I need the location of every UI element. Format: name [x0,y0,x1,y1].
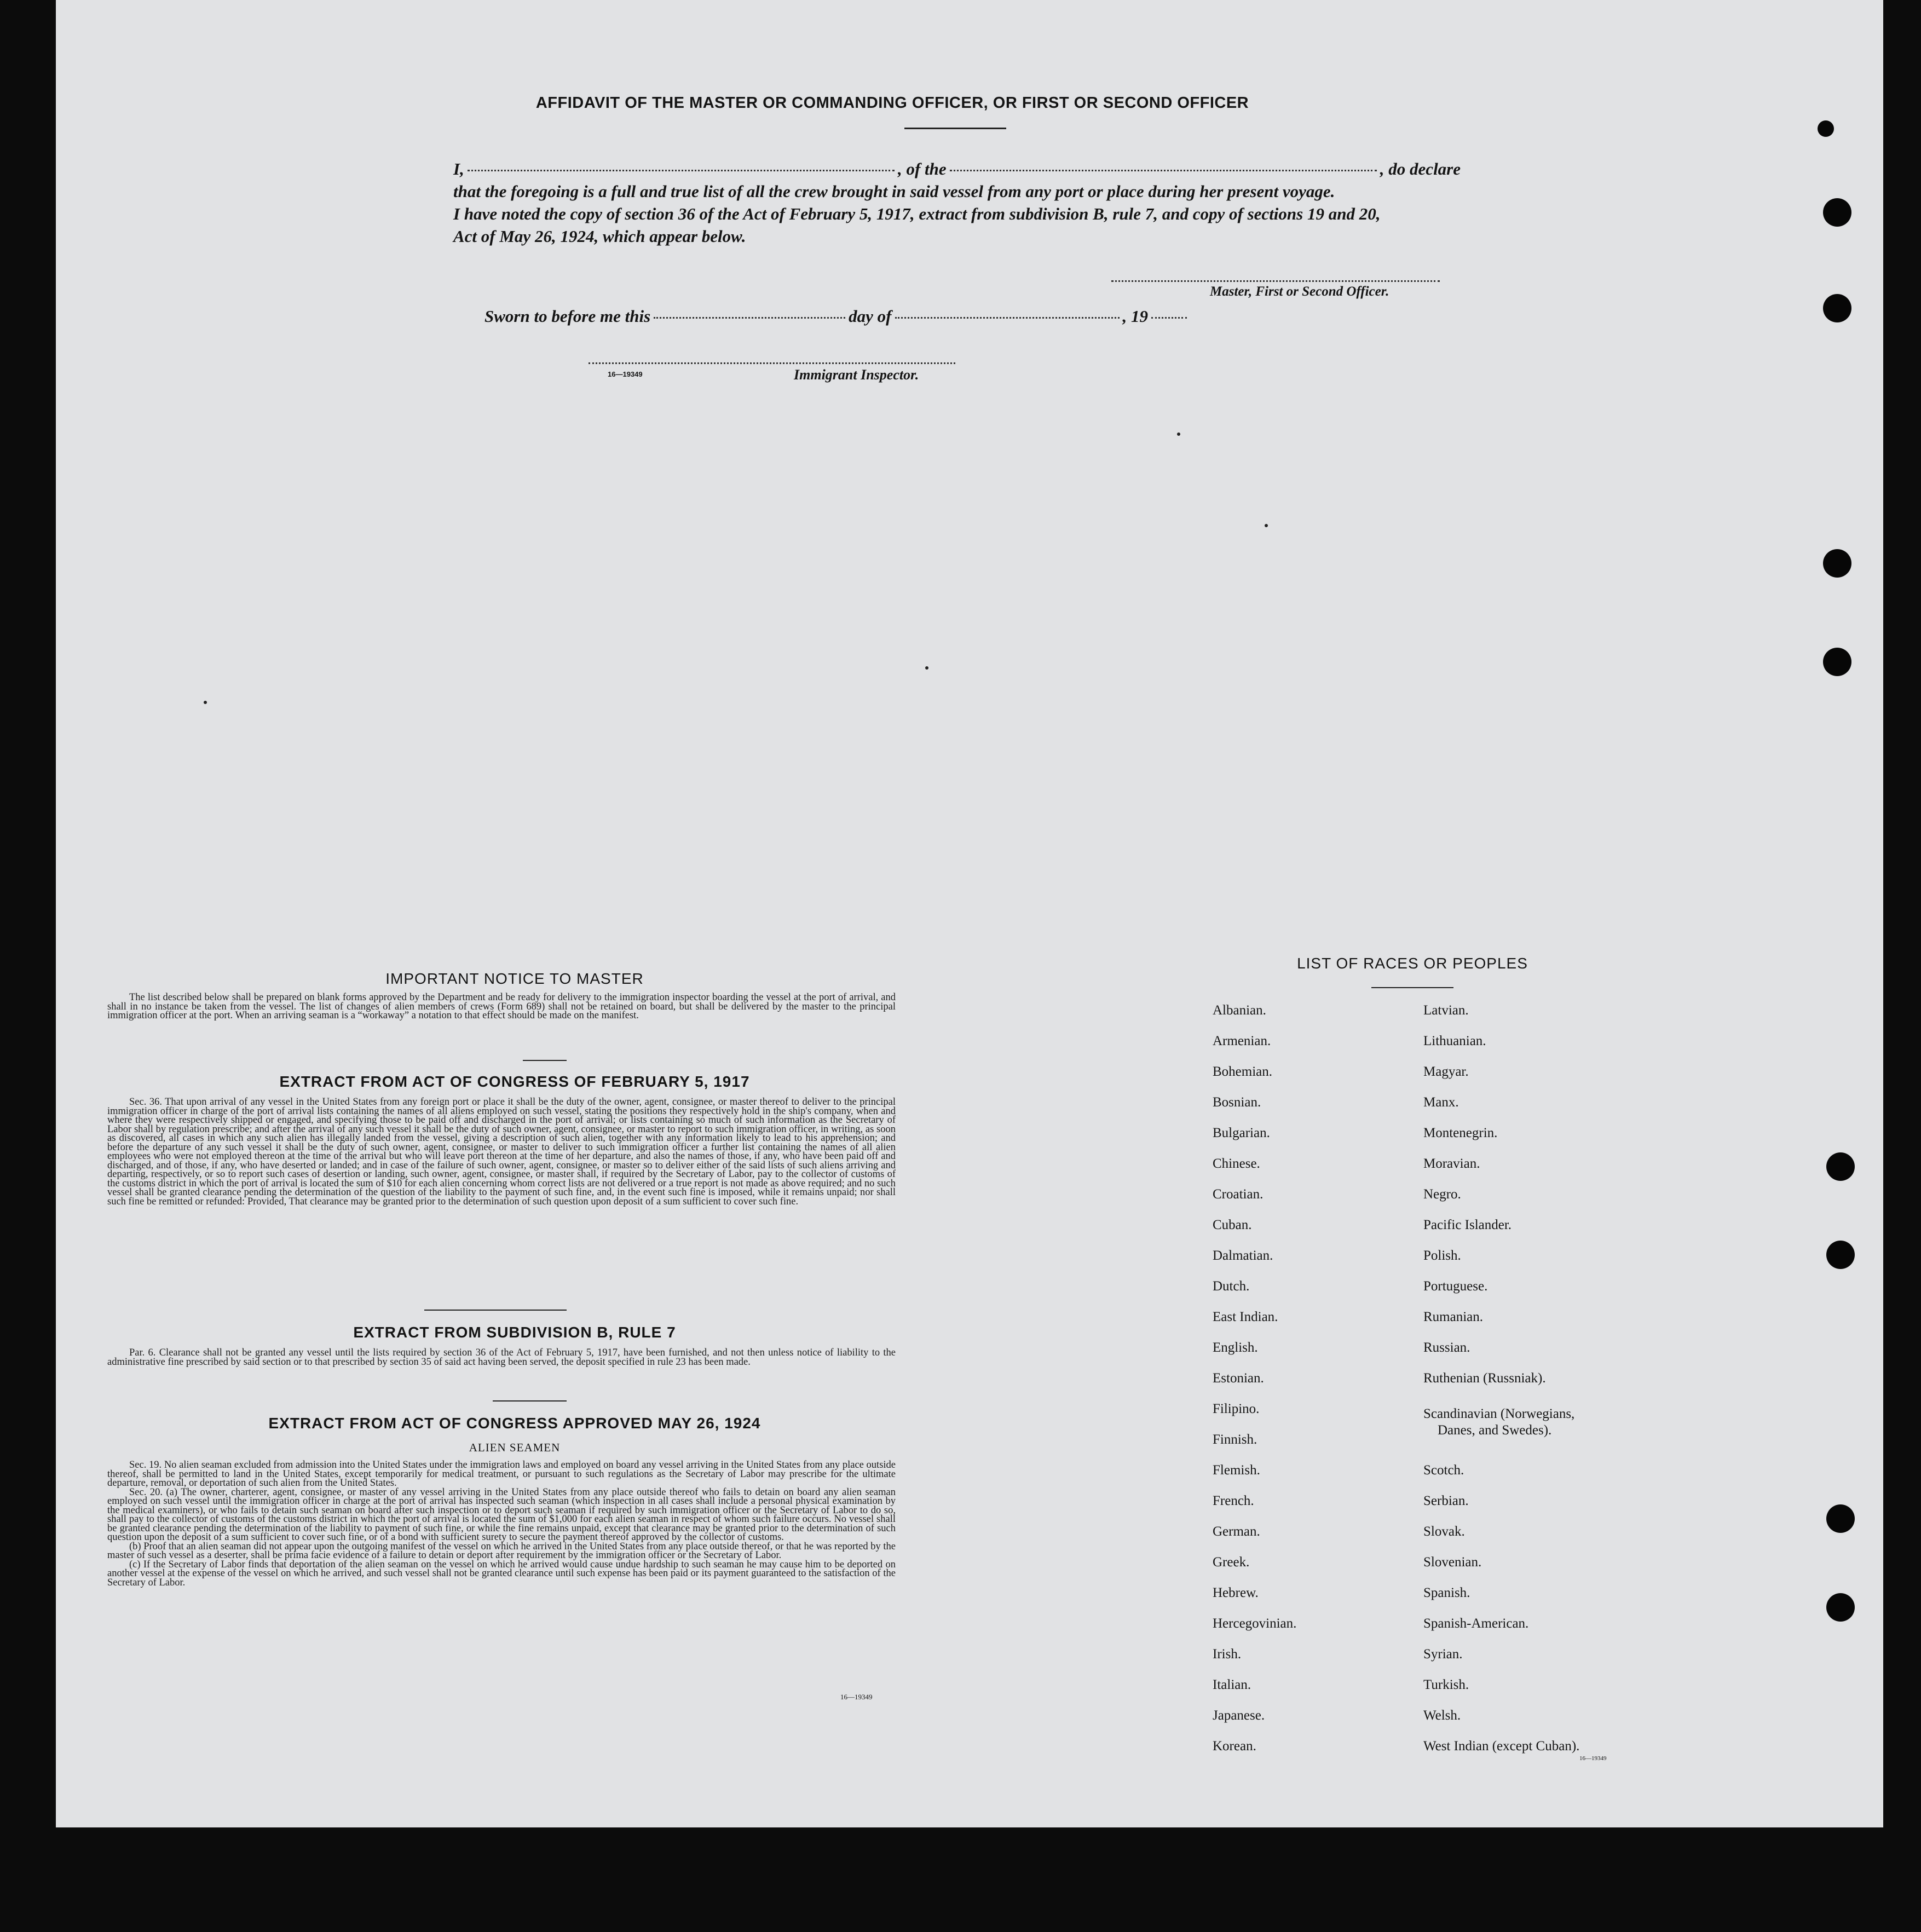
speck [1177,432,1180,436]
vessel-field[interactable] [950,170,1377,171]
race-item: Russian. [1423,1340,1470,1355]
i-label: I, [453,159,464,178]
punch-hole [1823,198,1851,227]
speck [925,666,928,670]
punch-hole [1826,1593,1855,1622]
alien-seamen-subheading: ALIEN SEAMEN [469,1441,561,1454]
race-item: Turkish. [1423,1677,1469,1692]
race-item: Cuban. [1213,1218,1252,1232]
punch-hole [1823,294,1851,322]
day-of-label: day of [849,307,892,326]
master-signature-line[interactable] [1111,280,1440,282]
race-item: Negro. [1423,1187,1461,1202]
year-field[interactable] [1151,317,1187,319]
race-item: Scotch. [1423,1463,1464,1478]
title-rule [904,128,1006,129]
section-20a-paragraph: Sec. 20. (a) The owner, charterer, agent, consignee, or master of any vessel arriving in the United States from any place outside thereof who fails to detain on board any alien seaman employed on such vessel until the immigration officer in charge at the port of arrival has inspected such seaman (which inspection in all cases shall include a personal physical examination by the medical examiners), or who fails to detain such seaman on board after such inspection or to deport such seaman if required by such immigration officer or the Secretary of Labor to do so, shall pay to the collector of customs of the customs district in which the port of arrival is located the sum of $1,000 for each alien seaman in respect of whom such failure occurs. No vessel shall be granted clearance pending the determination of the liability to payment of such fine, or while the fine remains unpaid, except that clearance may be granted prior to the determination of such question upon the deposit of a sum sufficient to cover such fine, or of a bond with sufficient surety to secure the payment thereof approved by the collector of customs. [107,1486,896,1543]
form-number: 16—19349 [608,370,643,378]
paragraph-6: Par. 6. Clearance shall not be granted any vessel until the lists required by section 36 of the Act of February 5, 1917, have been furnished, and not then unless notice of liability to the administrative fine prescribed by said section or to that prescribed by section 35 of said act having been served, the deposit specified in rule 23 has been made. [107,1347,896,1368]
race-item: Latvian. [1423,1003,1469,1018]
race-item: Welsh. [1423,1708,1461,1723]
race-item: Dalmatian. [1213,1248,1273,1263]
punch-hole [1826,1241,1855,1269]
race-item: Irish. [1213,1647,1242,1662]
race-item: Polish. [1423,1248,1461,1263]
race-item: English. [1213,1340,1258,1355]
race-item: Chinese. [1213,1156,1260,1171]
race-item: Montenegrin. [1423,1126,1498,1140]
year-label: , 19 [1122,307,1148,326]
race-item: Albanian. [1213,1003,1266,1018]
race-item: Ruthenian (Russniak). [1423,1371,1546,1386]
race-item: East Indian. [1213,1310,1278,1324]
extract-1917-heading: EXTRACT FROM ACT OF CONGRESS OF FEBRUARY 5, 1917 [279,1073,750,1090]
punch-hole [1826,1152,1855,1181]
inspector-signature-line[interactable] [589,362,955,364]
section-19-paragraph: Sec. 19. No alien seaman excluded from admission into the United States under the immigration laws and employed on board any vessel arriving in the United States from any place outside thereof, shall be permitted to land in the United States, except temporarily for medical treatment, or pursuant to such regulations as the Secretary of Labor may prescribe for the ultimate departure, removal, or deportation of such alien from the United States. [107,1460,896,1489]
declaration-block [453,158,1461,247]
notice-paragraph: The list described below shall be prepared on blank forms approved by the Department and be ready for delivery to the immigration inspector boarding the vessel at the port of arrival, and shall in no instance be taken from the vessel. The list of changes of alien members of crews (Form 689) shall not be retained on board, but shall be delivered by the master to the principal immigration officer at the port. When an arriving seaman is a “workaway” a notation to that effect should be made on the manifest. [107,992,896,1021]
inspector-label: Immigrant Inspector. [794,367,919,383]
race-item: Italian. [1213,1677,1251,1692]
punch-hole [1823,549,1851,578]
race-item: Greek. [1213,1555,1250,1570]
race-item: Estonian. [1213,1371,1264,1386]
extract-form-number: 16—19349 [840,1693,873,1701]
race-item: Lithuanian. [1423,1034,1486,1048]
punch-hole [1823,648,1851,676]
race-item: Magyar. [1423,1064,1469,1079]
race-item: Dutch. [1213,1279,1250,1294]
declaration-line-3: I have noted the copy of section 36 of the Act of February 5, 1917, extract from subdivision B, rule 7, and copy of sections 19 and 20, [453,204,1381,223]
declaration-line-2: that the foregoing is a full and true list of all the crew brought in said vessel from any port or place during her present voyage. [453,182,1335,201]
race-item: Portuguese. [1423,1279,1488,1294]
race-item: Hebrew. [1213,1585,1259,1600]
section-20c-paragraph: (c) If the Secretary of Labor finds that deportation of the alien seaman on the vessel on which he arrived would cause undue hardship to such seaman he may cause him to be deported on another vessel at the expense of the vessel on which he arrived, and such vessel shall not be granted clearance until such expense has been paid or its payment guaranteed to the satisfaction of the Secretary of Labor. [107,1559,896,1588]
race-item: Manx. [1423,1095,1459,1110]
race-item: Finnish. [1213,1432,1257,1447]
extract-rule7-text [107,1348,896,1366]
section-20b-paragraph: (b) Proof that an alien seaman did not appear upon the outgoing manifest of the vessel on which he arrived in the United States from any place outside thereof, or that he was reported by the master of such vessel as a deserter, shall be prima facie evidence of a failure to detain or deport after requirement by the immigration officer or the Secretary of Labor. [107,1541,896,1561]
do-declare-label: , do declare [1380,159,1461,178]
race-item: Hercegovinian. [1213,1616,1297,1631]
master-signature-label: Master, First or Second Officer. [1210,284,1389,299]
race-item: Armenian. [1213,1034,1271,1048]
extract-rule7-heading: EXTRACT FROM SUBDIVISION B, RULE 7 [353,1324,676,1341]
race-item: Flemish. [1213,1463,1260,1478]
race-item: Slovak. [1423,1524,1465,1539]
race-item: Moravian. [1423,1156,1480,1171]
race-item: Pacific Islander. [1423,1218,1512,1232]
speck [204,701,207,704]
race-item: Scandinavian (Norwegians, [1423,1406,1575,1421]
races-rule [1371,987,1453,988]
race-item: Bosnian. [1213,1095,1261,1110]
declaration-line-4: Act of May 26, 1924, which appear below. [453,227,746,246]
extract-1917-text [107,1098,896,1206]
extract-1924-text [107,1461,896,1587]
race-item: German. [1213,1524,1260,1539]
race-item: Rumanian. [1423,1310,1484,1324]
notice-heading: IMPORTANT NOTICE TO MASTER [385,970,644,987]
race-item: Filipino. [1213,1402,1260,1416]
races-heading: LIST OF RACES OR PEOPLES [1297,955,1528,972]
speck [1265,524,1268,527]
race-item: Croatian. [1213,1187,1264,1202]
race-item: Japanese. [1213,1708,1265,1723]
sworn-line [484,307,1224,326]
race-item: West Indian (except Cuban). [1423,1739,1580,1754]
race-item: French. [1213,1493,1254,1508]
race-item: Serbian. [1423,1493,1469,1508]
race-item: Korean. [1213,1739,1256,1754]
race-item: Syrian. [1423,1647,1463,1662]
section-36-paragraph: Sec. 36. That upon arrival of any vessel in the United States from any foreign port or place it shall be the duty of the owner, agent, consignee, or master thereof to deliver to the principal immigration officer in charge of the port of arrival lists containing the names of all aliens employed on such vessel, stating the positions they respectively hold in the ship's company, when and where they were respectively shipped or engaged, and specifying those to be paid off and discharged in the port of arrival; or lists containing so much of such information as the Secretary of Labor shall by regulation prescribe; and after the arrival of any such vessel it shall be the duty of such owner, agent, consignee, or master to report to such immigration officer, in writing, as soon as discovered, all cases in which any such alien has illegally landed from the vessel, giving a description of such alien, together with any information likely to lead to his apprehension; and before the departure of any such vessel it shall be the duty of such owner, agent, consignee, or master to deliver to such immigration officer a further list containing the names of all alien employees who were not employed thereon at the time of the arrival but who will leave port thereon at the time of her departure, and also the names of those, if any, who have been paid off and discharged, and of those, if any, who have deserted or landed; and in case of the failure of such owner, agent, consignee, or master so to deliver either of the said lists of such aliens arriving and departing, respectively, or so to report such cases of desertion or landing, such owner, agent, consignee, or master shall, if required by the Secretary of Labor, pay to the collector of customs of the customs district in which the port of arrival is located the sum of $10 for each alien concerning whom correct lists are not delivered or a true report is not made as above required; and no such vessel shall be granted clearance pending the determination of the question of the liability to the payment of such fine, and, in the event such fine is imposed, while it remains unpaid; nor shall such fine be remitted or refunded: Provided, That clearance may be granted prior to the determination of such question upon deposit of a sum sufficient to cover such fine. [107,1097,896,1207]
sworn-label: Sworn to before me this [484,307,651,326]
race-item: Bulgarian. [1213,1126,1270,1140]
race-item: Spanish. [1423,1585,1470,1600]
extract-1924-heading: EXTRACT FROM ACT OF CONGRESS APPROVED MAY 26, 1924 [268,1415,761,1432]
punch-hole [1818,120,1834,137]
divider [523,1060,567,1061]
race-item: Spanish-American. [1423,1616,1529,1631]
divider [493,1400,567,1402]
races-form-number: 16—19349 [1579,1755,1607,1762]
day-field[interactable] [654,317,845,319]
race-item-continued: Danes, and Swedes). [1438,1423,1552,1438]
of-the-label: , of the [897,159,947,178]
race-item: Bohemian. [1213,1064,1273,1079]
month-field[interactable] [895,317,1120,319]
race-item: Slovenian. [1423,1555,1482,1570]
notice-text [107,993,896,1020]
affidavit-title: AFFIDAVIT OF THE MASTER OR COMMANDING OFFICER, OR FIRST OR SECOND OFFICER [535,94,1249,112]
punch-hole [1826,1504,1855,1533]
name-field[interactable] [468,170,895,171]
divider [424,1310,567,1311]
